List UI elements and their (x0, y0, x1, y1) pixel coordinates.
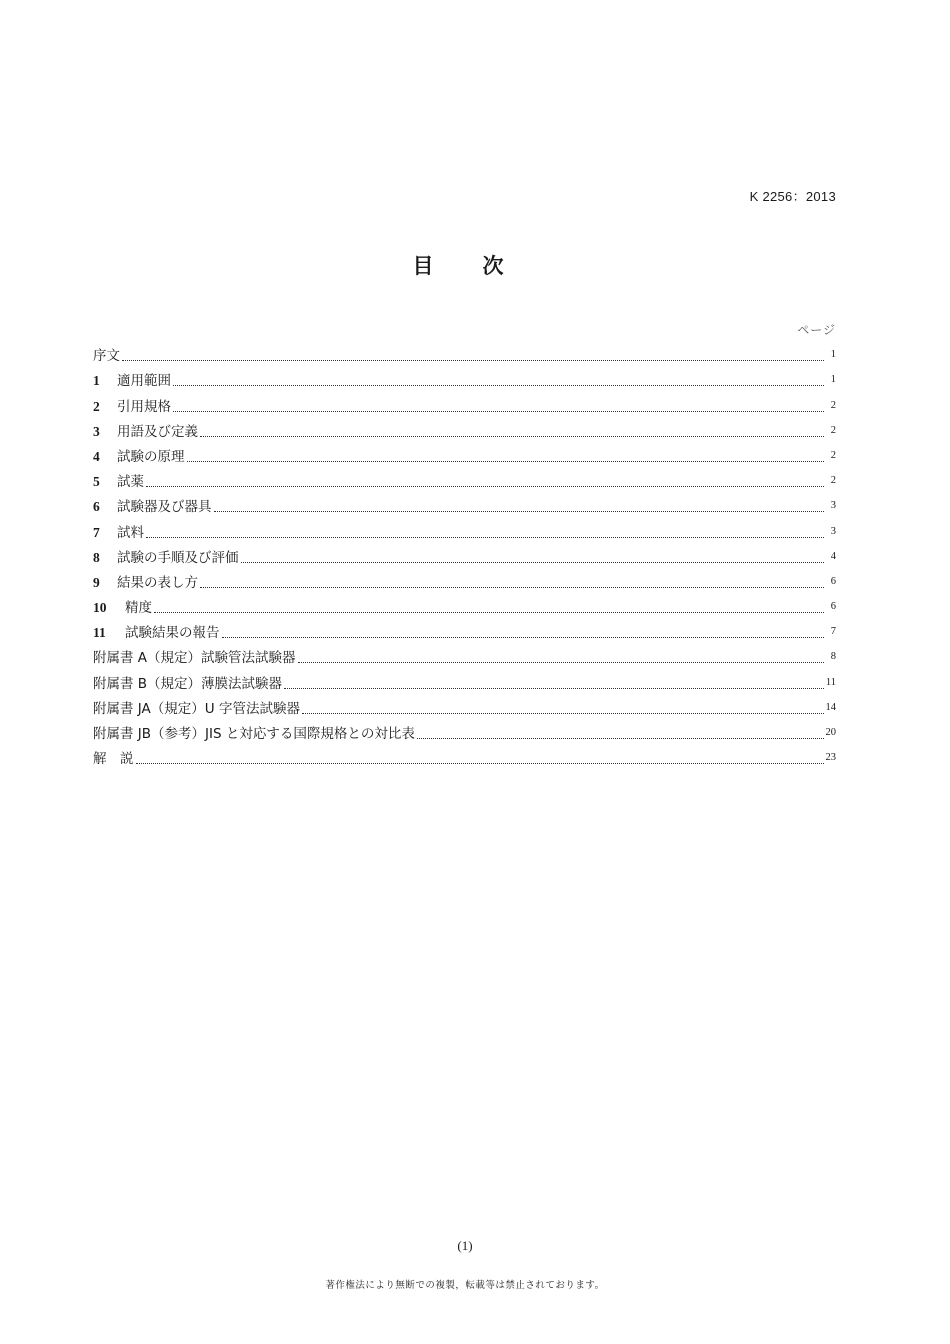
toc-entry-page: 14 (825, 701, 836, 713)
toc-leader (173, 410, 824, 412)
toc-entry-title: 附属書 A（規定）試験管法試験器 (93, 650, 296, 667)
toc-entry[interactable] (93, 617, 836, 642)
toc-entry-annex[interactable] (93, 693, 836, 718)
toc-entry-page: 6 (830, 601, 836, 613)
page-title: 目 次 (412, 254, 518, 278)
toc-entry-number: 10 (93, 600, 107, 616)
toc-leader (417, 737, 824, 739)
table-of-contents (93, 340, 836, 768)
toc-leader (222, 636, 825, 638)
toc-entry-title: 序文 (93, 348, 120, 365)
toc-leader (241, 561, 825, 563)
toc-entry-number: 6 (93, 499, 100, 515)
toc-entry[interactable] (93, 340, 836, 365)
toc-entry-title: 適用範囲 (117, 373, 171, 390)
toc-entry-number: 1 (93, 373, 100, 389)
toc-entry-title: 試薬 (117, 474, 144, 491)
toc-entry-page: 1 (830, 374, 836, 386)
toc-entry-title: 用語及び定義 (117, 423, 198, 440)
toc-entry-title: 解 説 (93, 751, 134, 768)
toc-entry[interactable] (93, 390, 836, 415)
toc-entry-page: 2 (830, 449, 836, 461)
toc-entry-number: 9 (93, 574, 100, 590)
toc-leader (146, 485, 824, 487)
toc-leader (187, 460, 825, 462)
toc-entry-page: 6 (830, 575, 836, 587)
toc-entry[interactable] (93, 592, 836, 617)
standard-number: K 2256：2013 (749, 189, 836, 204)
toc-entry-page: 3 (830, 500, 836, 512)
toc-leader (302, 712, 824, 714)
toc-entry-number: 3 (93, 423, 100, 439)
toc-entry-page: 4 (830, 550, 836, 562)
toc-entry-page: 2 (830, 399, 836, 411)
toc-entry[interactable] (93, 516, 836, 541)
toc-entry[interactable] (93, 542, 836, 567)
toc-entry-title: 試験結果の報告 (125, 625, 220, 642)
toc-entry-page: 1 (830, 349, 836, 361)
toc-entry-page: 8 (830, 651, 836, 663)
toc-leader (122, 359, 824, 361)
toc-entry-title: 附属書 JA（規定）U 字管法試験器 (93, 700, 300, 717)
copyright-notice: 著作権法により無断での複製，転載等は禁止されております。 (325, 1280, 605, 1291)
toc-entry-title: 精度 (125, 600, 152, 617)
toc-entry-title: 引用規格 (117, 398, 171, 415)
toc-entry-number: 2 (93, 398, 100, 414)
toc-entry-number: 11 (93, 625, 106, 641)
toc-entry-page: 20 (825, 727, 836, 738)
toc-entry-annex[interactable] (93, 718, 836, 743)
toc-entry-title: 試験の原理 (117, 448, 185, 465)
toc-leader (214, 510, 825, 512)
toc-leader (173, 384, 824, 386)
toc-entry-number: 7 (93, 524, 100, 540)
toc-leader (200, 586, 824, 588)
toc-entry-title: 試験器及び器具 (117, 499, 212, 516)
toc-entry-page: 11 (825, 676, 836, 688)
toc-entry[interactable] (93, 743, 836, 768)
toc-entry-page: 23 (825, 752, 836, 764)
page-column-label: ページ (797, 323, 836, 337)
toc-leader (200, 435, 824, 437)
toc-entry-number: 5 (93, 474, 100, 490)
toc-entry-title: 附属書 JB（参考）JIS と対応する国際規格との対比表 (93, 726, 415, 742)
page-folio: (1) (457, 1238, 473, 1253)
toc-entry[interactable] (93, 491, 836, 516)
toc-entry-title: 試験の手順及び評価 (117, 549, 239, 566)
toc-entry-page: 2 (830, 424, 836, 436)
toc-leader (146, 536, 824, 538)
toc-entry[interactable] (93, 416, 836, 441)
toc-leader (136, 762, 824, 764)
toc-leader (284, 687, 824, 689)
toc-entry-page: 7 (830, 626, 836, 638)
toc-entry[interactable] (93, 466, 836, 491)
toc-entry-title: 試料 (117, 524, 144, 541)
toc-entry-title: 附属書 B（規定）薄膜法試験器 (93, 675, 283, 692)
toc-entry-annex[interactable] (93, 667, 836, 692)
toc-entry[interactable] (93, 441, 836, 466)
toc-entry-number: 4 (93, 448, 100, 464)
toc-entry-page: 2 (830, 475, 836, 487)
toc-leader (154, 611, 824, 613)
toc-entry-page: 3 (830, 525, 836, 537)
toc-entry[interactable] (93, 365, 836, 390)
toc-entry-annex[interactable] (93, 642, 836, 667)
toc-entry-number: 8 (93, 549, 100, 565)
toc-leader (298, 661, 824, 663)
toc-entry-title: 結果の表し方 (117, 574, 198, 591)
toc-entry[interactable] (93, 567, 836, 592)
